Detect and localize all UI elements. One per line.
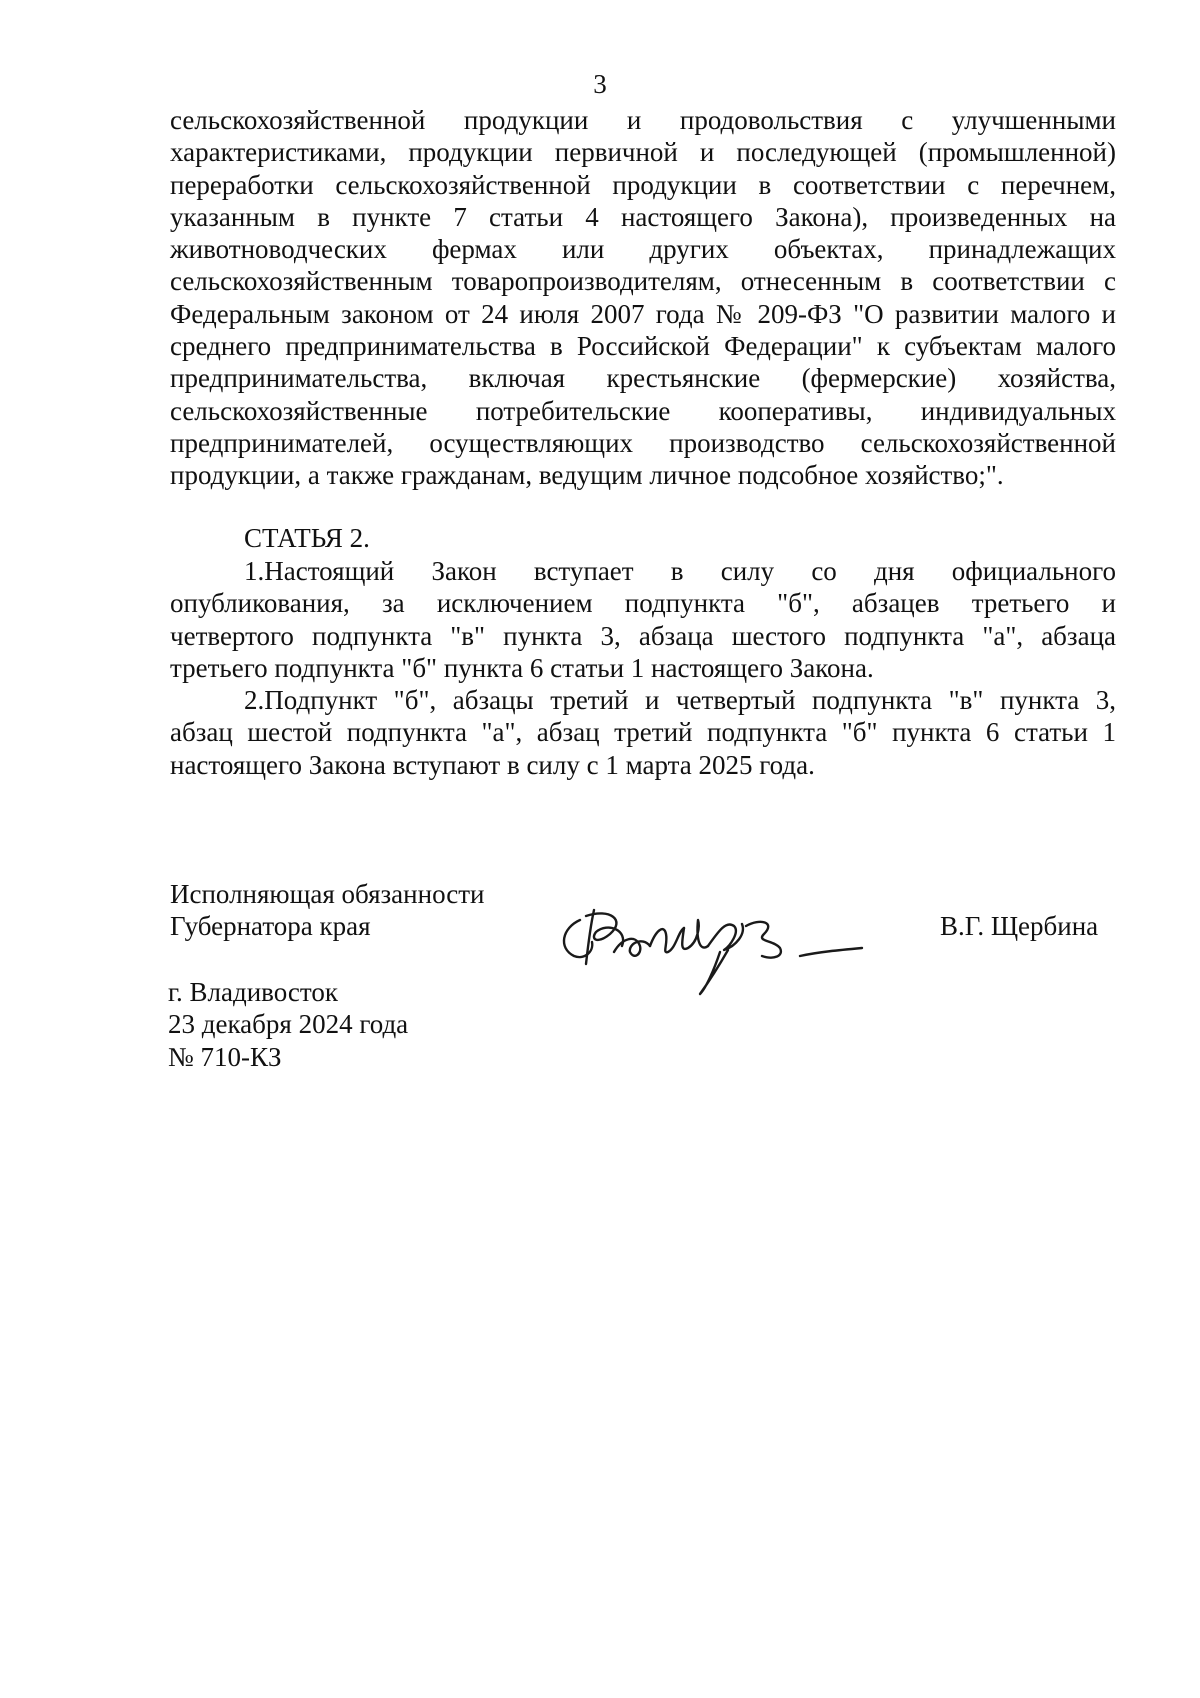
article-heading: СТАТЬЯ 2. (244, 523, 370, 553)
signatory-title-line-1: Исполняющая обязанности (170, 879, 485, 909)
text-line: настоящего Закона вступают в силу с 1 марта 2025 года. (170, 749, 815, 780)
text-line: четвертого подпункта "в" пункта 3, абзаца шестого подпункта "а", абзаца (170, 620, 1116, 651)
text-line: предпринимательства, включая крестьянские (фермерские) хозяйства, (170, 363, 1116, 394)
text-line: сельскохозяйственные потребительские кооперативы, индивидуальных (170, 395, 1116, 426)
text-line: абзац шестой подпункта "а", абзац третий подпункта "б" пункта 6 статьи 1 (170, 717, 1116, 748)
law-number: № 710-КЗ (168, 1041, 282, 1072)
text-line: сельскохозяйственным товаропроизводителям, отнесенным в соответствии с (170, 266, 1116, 297)
text-line: третьего подпункта "б" пункта 6 статьи 1 настоящего Закона. (170, 652, 874, 683)
text-line: животноводческих фермах или других объектах, принадлежащих (170, 234, 1116, 265)
text-line: характеристиками, продукции первичной и последующей (промышленной) (170, 137, 1116, 168)
text-line: среднего предпринимательства в Российской Федерации" к субъектам малого (170, 331, 1116, 362)
page-number: 3 (593, 69, 607, 99)
signature-image (550, 890, 890, 1000)
text-line: 2.Подпункт "б", абзацы третий и четвертый подпункта "в" пункта 3, (244, 685, 1116, 715)
handwritten-signature (550, 890, 890, 1007)
signatory-title-line-2: Губернатора края (170, 911, 371, 942)
article-clause-1 (170, 555, 1116, 684)
text-line: указанным в пункте 7 статьи 4 настоящего Закона), произведенных на (170, 201, 1116, 232)
city: г. Владивосток (168, 977, 338, 1007)
signatory-name: В.Г. Щербина (940, 911, 1099, 941)
text-line: Федеральным законом от 24 июля 2007 года № 209-ФЗ "О развитии малого и (170, 298, 1116, 329)
text-line: 1.Настоящий Закон вступает в силу со дня официального (244, 556, 1116, 586)
text-line: опубликования, за исключением подпункта "б", абзацев третьего и (170, 588, 1116, 619)
place-date-block (168, 976, 408, 1073)
article-clause-2 (170, 684, 1116, 781)
text-line: переработки сельскохозяйственной продукции в соответствии с перечнем, (170, 169, 1116, 200)
text-line: сельскохозяйственной продукции и продовольствия с улучшенными (170, 105, 1116, 135)
text-line: предпринимателей, осуществляющих производство сельскохозяйственной (170, 427, 1116, 458)
law-date: 23 декабря 2024 года (168, 1009, 409, 1040)
continuation-paragraph (170, 104, 1116, 492)
signatory-title (170, 878, 484, 943)
text-line: продукции, а также гражданам, ведущим личное подсобное хозяйство;". (170, 460, 1004, 491)
